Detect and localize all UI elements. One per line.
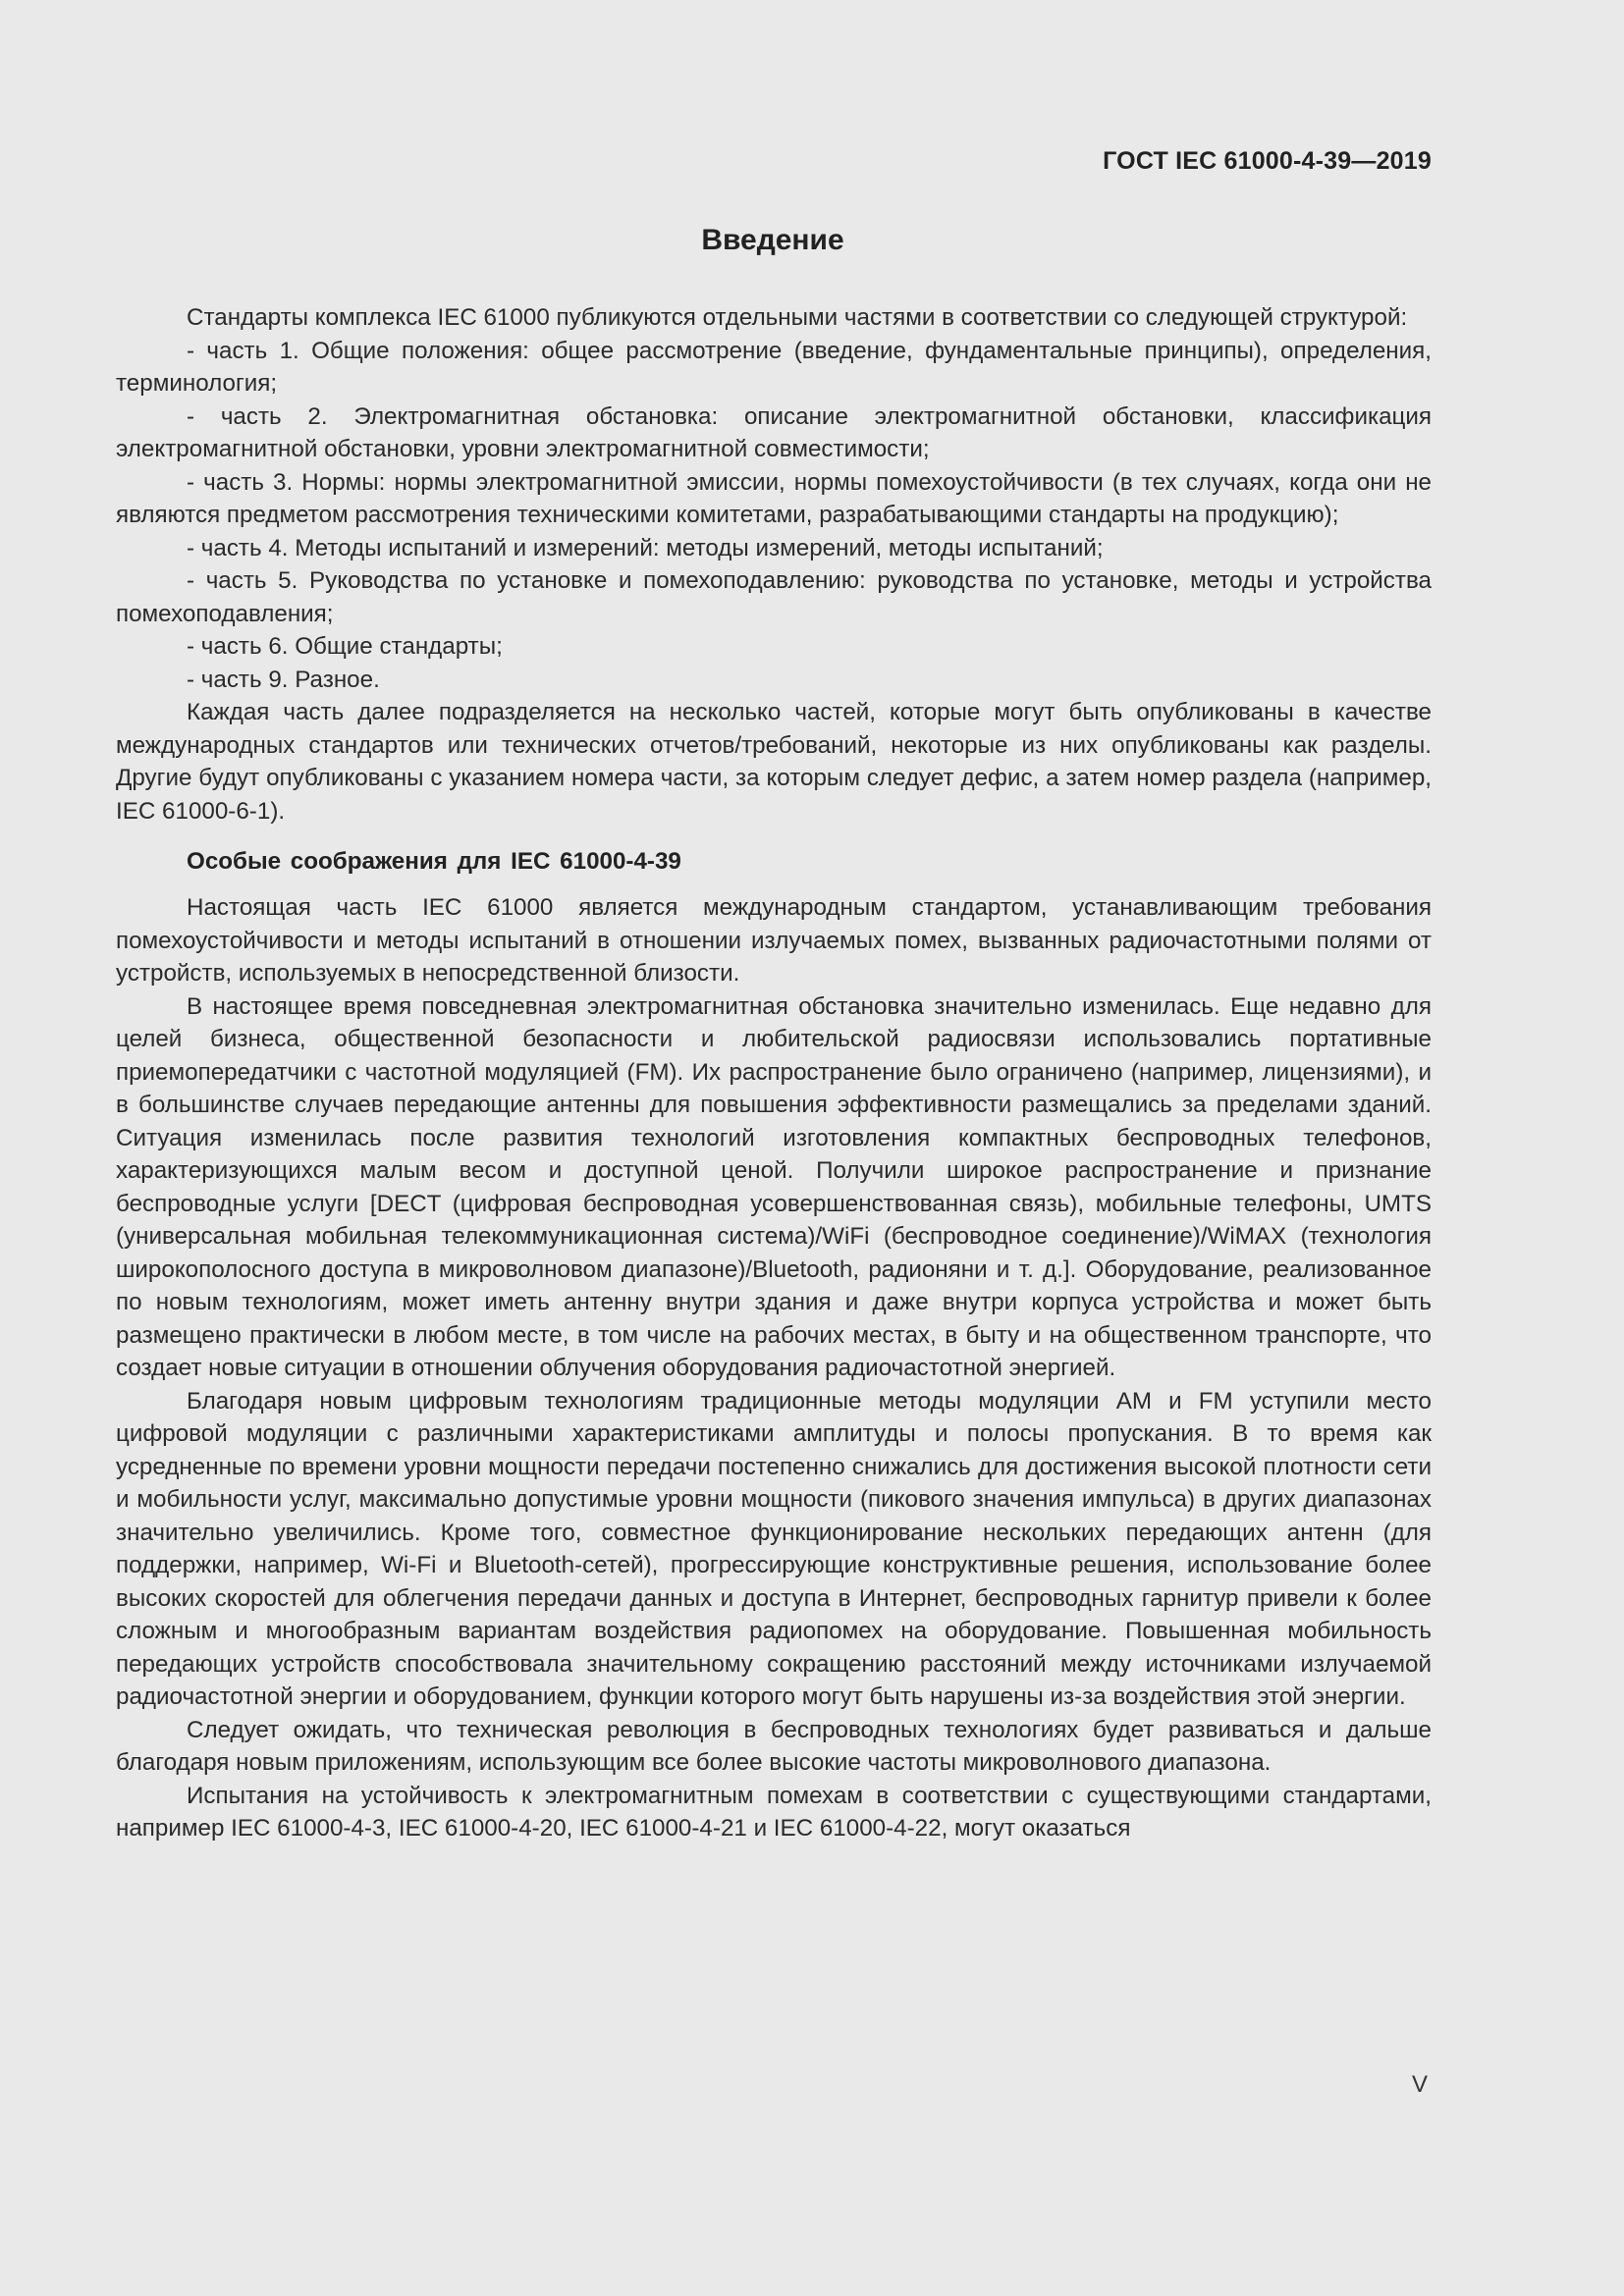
body-paragraph: В настоящее время повседневная электромагнитная обстановка значительно изменилась. Еще недавно для целей бизнеса, общественной безопасности и любительской радиосвязи использовались портативные приемопередатчики с частотной модуляцией (FM). Их распространение было ограничено (например, лицензиями), и в большинстве случаев передающие антенны для повышения эффективности размещались за пределами зданий. Ситуация изменилась после развития технологий изготовления компактных беспроводных телефонов, характеризующихся малым весом и доступной ценой. Получили широкое распространение и признание беспроводные услуги [DECT (цифровая беспроводная усовершенствованная связь), мобильные телефоны, UMTS (универсальная мобильная телекоммуникационная система)/WiFi (беспроводное соединение)/WiMAX (технология широкополосного доступа в микроволновом диапазоне)/Bluetooth, радионяни и т. д.]. Оборудование, реализованное по новым технологиям, может иметь антенну внутри здания и даже внутри корпуса устройства и может быть размещено практически в любом месте, в том числе на рабочих местах, в быту и на общественном транспорте, что создает новые ситуации в отношении облучения оборудования радиочастотной энергией.	[116, 992, 1432, 1381]
page-number: V	[1411, 2071, 1428, 2098]
body-paragraph: Благодаря новым цифровым технологиям традиционные методы модуляции AM и FM уступили место цифровой модуляции с различными характеристиками амплитуды и полосы пропускания. В то время как усредненные по времени уровни мощности передачи постепенно снижались для достижения высокой плотности сети и мобильности услуг, максимально допустимые уровни мощности (пикового значения импульса) в других диапазонах значительно увеличились. Кроме того, совместное функционирование нескольких передающих антенн (для поддержки, например, Wi-Fi и Bluetooth-сетей), прогрессирующие конструктивные решения, использование более высоких скоростей для облегчения передачи данных и доступа в Интернет, беспроводных гарнитур привели к более сложным и многообразным вариантам воздействия радиопомех на оборудование. Повышенная мобильность передающих устройств способствовала значительному сокращению расстояний между источниками излучаемой радиочастотной энергии и оборудованием, функции которого могут быть нарушены из-за воздействия этой энергии.	[116, 1387, 1432, 1710]
structure-list-item: - часть 3. Нормы: нормы электромагнитной эмиссии, нормы помехоустойчивости (в тех случаях, когда они не являются предметом рассмотрения техническими комитетами, разрабатывающими стандарты на продукцию);	[116, 468, 1432, 528]
structure-list-item: - часть 4. Методы испытаний и измерений: методы измерений, методы испытаний;	[187, 534, 1104, 561]
body-paragraph: Настоящая часть IEC 61000 является международным стандартом, устанавливающим требования помехоустойчивости и методы испытаний в отношении излучаемых помех, вызванных радиочастотными полями от устройств, используемых в непосредственной близости.	[116, 894, 1432, 987]
structure-list-item: - часть 9. Разное.	[187, 666, 380, 693]
structure-list-item: - часть 2. Электромагнитная обстановка: описание электромагнитной обстановки, классификация электромагнитной обстановки, уровни электромагнитной совместимости;	[116, 402, 1432, 462]
body-paragraph: Следует ожидать, что техническая революция в беспроводных технологиях будет развиваться и дальше благодаря новым приложениям, использующим все более высокие частоты микроволнового диапазона.	[116, 1716, 1432, 1776]
intro-paragraph: Стандарты комплекса IEC 61000 публикуются отдельными частями в соответствии со следующей структурой:	[187, 304, 1408, 331]
structure-list-item: - часть 5. Руководства по установке и помехоподавлению: руководства по установке, методы и устройства помехоподавления;	[116, 567, 1432, 627]
subsection-heading: Особые соображения для IEC 61000-4-39	[187, 848, 681, 875]
document-body	[116, 301, 1432, 1845]
document-code-header: ГОСТ IEC 61000-4-39—2019	[1103, 147, 1432, 175]
intro-paragraph: Каждая часть далее подразделяется на несколько частей, которые могут быть опубликованы в качестве международных стандартов или технических отчетов/требований, некоторые из них опубликованы как разделы. Другие будут опубликованы с указанием номера части, за которым следует дефис, а затем номер раздела (например, IEC 61000-6-1).	[116, 699, 1432, 825]
structure-list-item: - часть 6. Общие стандарты;	[187, 633, 503, 660]
section-title: Введение	[701, 224, 844, 256]
body-paragraph: Испытания на устойчивость к электромагнитным помехам в соответствии с существующими стандартами, например IEC 61000-4-3, IEC 61000-4-20, IEC 61000-4-21 и IEC 61000-4-22, могут оказаться	[116, 1782, 1432, 1842]
structure-list-item: - часть 1. Общие положения: общее рассмотрение (введение, фундаментальные принципы), определения, терминология;	[116, 337, 1432, 397]
